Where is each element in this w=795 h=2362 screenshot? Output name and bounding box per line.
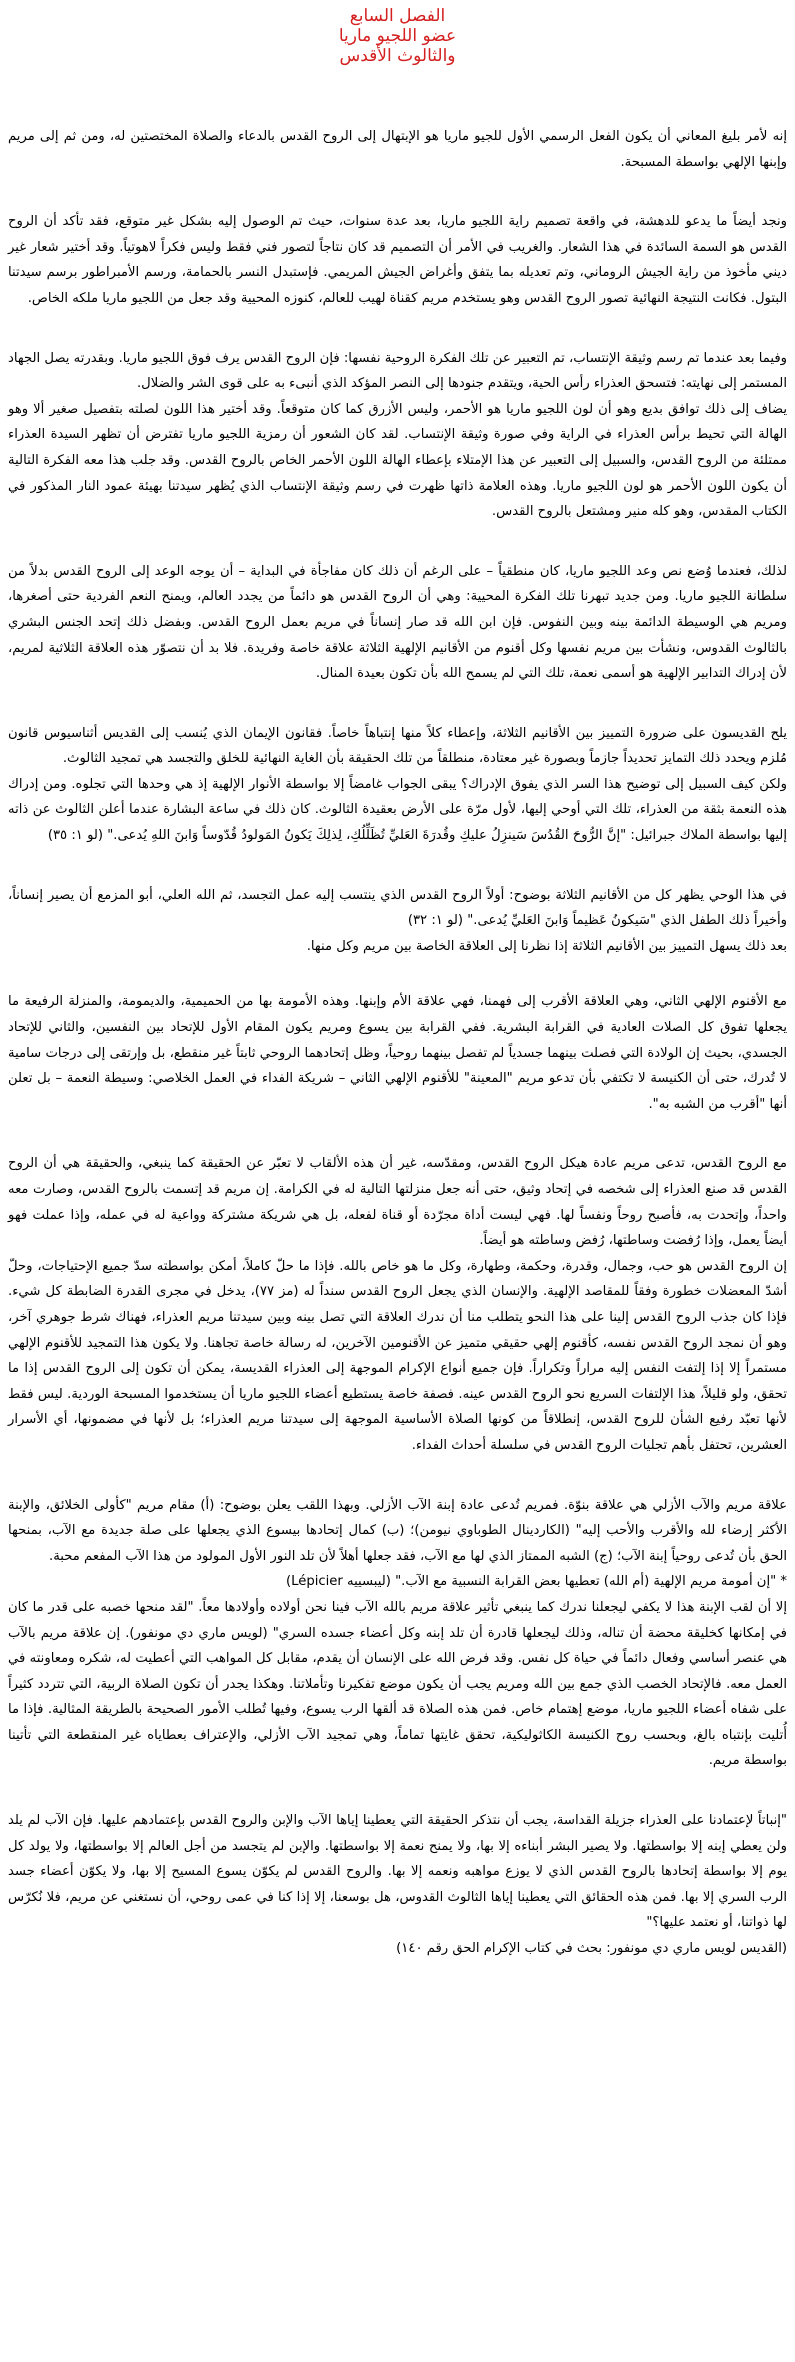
page [8,0,787,2362]
paragraph-10: "إنباتاً لإعتمادنا على العذراء جزيلة القداسة، يجب أن نتذكر الحقيقة التي يعطينا إياها الآب والإبن والروح القدس بإعتمادهم عليها. فإن الآب لم يلد ولن يعطي إبنه إلا بواسطتها. ولا يصير البشر أبناءه إلا بها، ولا يمنح نعمة إلا بواسطتها. والإبن لم يتجسد من أجل العالم إلا بواسطتها، ولا يولد كل يوم إلا بواسطة إتحادها بالروح القدس الذي لا يوزع مواهبه ونعمه إلا بها. والروح القدس لم يكوّن يسوع المسيح إلا بها، ولا يكوّن أعضاء جسد الرب السري إلا بها. فمن هذه الحقائق التي يعطينا إياها الثالوث القدوس، هل بوسعنا، إلا إذا كنا في عمى روحي، أن نستغني عن مريم، فلا نُكرّس لها ذواتنا، أو نعتمد عليها؟" (القديس لويس ماري دي مونفور: بحث في كتاب الإكرام الحق رقم ١٤٠) [8,1813,787,1957]
paragraph-7: مع الأقنوم الإلهي الثاني، وهي العلاقة الأقرب إلى فهمنا، فهي علاقة الأم وإبنها. وهذه الأمومة بها من الحميمية، والديمومة، والمنزلة الرفيعة ما يجعلها تفوق كل الصلات العادية في القرابة البشرية. ففي القرابة بين يسوع ومريم يكون المقام الأول للإتحاد بين النفسين، والثاني للإتحاد الجسدي، بحيث إن الولادة التي فصلت بينهما جسدياً لم تفصل بينهما روحياً، وظل إتحادهما الروحي ثابتاً غير منقطع، بل وإرتقى إلى درجات سامية لا تُدرك، حتى أن الكنيسة لا تكتفي بأن تدعو مريم "المعينة" للأقنوم الإلهي الثاني – شريكة الفداء في العمل الخلاصي: وسيطة النعمة – بل تعلن أنها "أقرب من الشبه به". [8,994,787,1112]
paragraph-3: وفيما بعد عندما تم رسم وثيقة الإنتساب، تم التعبير عن تلك الفكرة الروحية نفسها: فإن الروح القدس يرف فوق اللجيو ماريا. وبقدرته يصل الجهاد المستمر إلى نهايته: فتسحق العذراء رأس الحية، ويتقدم جنودها إلى النصر المؤكد الذي أنبىء به على قوى الشر والضلال. يضاف إلى ذلك توافق بديع وهو أن لون اللجيو ماريا هو الأحمر، وليس الأزرق كما كان متوقعاً. وقد أختير هذا اللون لصلته بتفصيل صغير ألا وهو الهالة التي تحيط برأس العذراء في الراية وفي صورة وثيقة الإنتساب. لقد كان الشعور أن رمزية اللجيو ماريا تفترض أن تظهر السيدة العذراء ممتلئة من الروح القدس، والسبيل إلى التعبير عن هذا الإمتلاء بإعطاء الهالة اللون الأحمر الخاص بالروح القدس. وقد جلب هذا معه الفكرة التالية أن يكون اللون الأحمر هو لون اللجيو ماريا. وهذه العلامة ذاتها ظهرت في رسم وثيقة الإنتساب الذي يُظهر سيدتنا بهيئة عمود النار المذكور في الكتاب المقدس، وهو كله منير ومشتعل بالروح القدس. [8,350,787,520]
chapter-title [8,6,787,66]
paragraph-5: يلح القديسون على ضرورة التمييز بين الأقانيم الثلاثة، وإعطاء كلاً منها إنتباهاً خاصاً. فقانون الإيمان الذي يُنسب إلى القديس أثناسيوس قانون مُلزم ويحدد ذلك التمايز تحديداً جازماً وبصورة غير معتادة، منطلقاً من تلك الحقيقة بأن الغاية النهائية للخلق والتجسد هي تمجيد الثالوث. ولكن كيف السبيل إلى توضيح هذا السر الذي يفوق الإدراك؟ يبقى الجواب غامضاً إلا بواسطة الأنوار الإلهية إذ هي وحدها التي تجلوه. ومن إدراك هذه النعمة بثقة من العذراء، تلك التي أوحي إليها، لأول مرّة على الأرض بعقيدة الثالوث. كان ذلك في ساعة البشارة عندما أعلن الثالوث عن ذاته إليها بواسطة الملاك جبرائيل: "إنَّ الرُّوحَ القُدُسَ سَينزِلُ عليكِ وقُدرَةَ العَليِّ تُظَلِّلُكِ، لِذلِكَ يَكونُ المَولودُ قُدّوساً وَابنَ اللهِ يُدعى." (لو ١: ٣٥) [8,725,787,844]
paragraph-9: علاقة مريم والآب الأزلي هي علاقة بنوّة. فمريم تُدعى عادة إبنة الآب الأزلي. وبهذا اللقب يعلن بوضوح: (أ) مقام مريم "كأولى الخلائق، والإبنة الأكثر إرضاء لله والأقرب والأحب إليه" (الكاردينال الطوباوي نيومن)؛ (ب) كمال إتحادها بيسوع الذي يجعلها على صلة جديدة مع الآب، بمنحها الحق بأن تُدعى روحياً إبنة الآب؛ (ج) الشبه الممتاز الذي لها مع الآب، فقد جعلها أهلاً لأن تلد النور الأول المولود من هذا الآب المفعم محبة. * "إن أمومة مريم الإلهية (أم الله) تعطيها بعض القرابة النسبية مع الآب." (ليبسييه Lépicier) إلا أن لقب الإبنة هذا لا يكفي ليجعلنا ندرك كما ينبغي تأثير علاقة مريم بالله الآب فينا نحن أولاده وأولادها معاً. "لقد منحها خصبه على قدر ما كان في إمكانها كخليقة محضة أن تناله، وذلك ليجعلها قادرة أن تلد إبنه وكل أعضاء جسده السري" (لويس ماري دي مونفور). إن علاقة مريم بالآب هي عنصر أساسي وفعال دائماً في حياة كل نفس. وقد فرض الله على الإنسان أن يقدم، مقابل كل المواهب التي أعطيت له، شكره ومعاونته في العمل معه. فالإتحاد الخصب الذي جمع بين الله ومريم يجب أن يكون موضع تفكيرنا وتأملاتنا. وهكذا يجدر أن تكون الصلاة الربية، التي تتردد كثيراً على شفاه أعضاء اللجيو ماريا، موضع إهتمام خاص. فمن هذه الصلاة قد ألقها الرب يسوع، وفيها تُطلب الأمور الصحيحة بالطريقة المثالية. فإذا ما أُتليت بإنتباه بالغ، وبحسب روح الكنيسة الكاثوليكية، تحقق غايتها تماماً، وهي تمجيد الآب الأزلي، والإعتراف بعطاياه غير المنقطعة التي تأتينا بواسطة مريم. [8,1497,787,1769]
paragraph-1: إنه لأمر بليغ المعاني أن يكون الفعل الرسمي الأول للجيو ماريا هو الإبتهال إلى الروح القدس بالدعاء والصلاة المختصتين له، ومن ثم إلى مريم وإبنها الإلهي بواسطة المسبحة. [8,129,787,170]
chapter-number: الفصل السابع [349,6,446,26]
paragraph-4: لذلك، فعندما وُضع نص وعد اللجيو ماريا، كان منطقياً – على الرغم أن ذلك كان مفاجأة في البداية – أن يوجه الوعد إلى الروح القدس بدلاً من سلطانة اللجيو ماريا. ومن جديد تبهرنا تلك الفكرة المحيية: وهي أن الروح القدس هو دائماً من يجدد العالم، ويمنح النعم الفردية حتى أصغرها، ومريم هي الوسيطة الدائمة بينه وبين النفوس. فإن ابن الله قد صار إنساناً في مريم بعمل الروح القدس. وبفضل ذلك إتحد الجنس البشري بالثالوث القدوس، ونشأت بين مريم نفسها وكل أقنوم من الأقانيم الإلهية الثلاثة علاقة خاصة وفريدة. فلا بد أن نتصوّر هذه العلاقة الثلاثية لمريم، لأن إدراك التدابير الإلهية هو أسمى نعمة، تلك التي لم يسمح الله بأن تكون بعيدة المنال. [8,563,787,682]
chapter-subtitle-2: والثالوث الأقدس [339,46,456,66]
paragraph-2: ونجد أيضاً ما يدعو للدهشة، في واقعة تصميم راية اللجيو ماريا، بعد عدة سنوات، حيث تم الوصول إليه بشكل غير متوقع، فقد تأكد أن الروح القدس هو السمة السائدة في هذا الشعار. والغريب في الأمر أن التصميم قد كان نتاجاً لتصور فني فقط وليس فكراً لاهوتياً. وقد أختير شعار غير ديني مأخوذ من راية الجيش الروماني، وتم تعديله بما يتفق وأغراض الجيش المريمي. فإستبدل النسر بالحمامة، ورسم الأمبراطور برسم سيدتنا البتول. فكانت النتيجة النهائية تصور الروح القدس وهو يستخدم مريم كقناة لهيب للعالم، كنوزه المحيية وقد جعل من اللجيو ماريا ملكه الخاص. [8,214,787,306]
paragraph-8: مع الروح القدس، تدعى مريم عادة هيكل الروح القدس، ومقدّسه، غير أن هذه الألقاب لا تعبّر عن الحقيقة كما ينبغي، والحقيقة هي أن الروح القدس قد صنع العذراء إلى شخصه في إتحاد وثيق، حتى أنه جعل منزلتها التالية له في الكرامة. إن مريم قد إتسمت بالروح القدس، وصارت معه واحداً، وإتحدت به، فأصبح روحاً ونفساً لها. فهي ليست أداة مجرّدة أو قناة لفعله، بل هي شريكة مشتركة وواعية له في عمله، وإذا عملت فهو أيضاً يعمل، وإذا رُفضت وساطتها، رُفض وساطته هو أيضاً. إن الروح القدس هو حب، وجمال، وقدرة، وحكمة، وطهارة، وكل ما هو خاص بالله. فإذا ما حلّ كاملاً، أمكن بواسطته سدّ جميع الإحتياجات، وحلّ أشدّ المعضلات خطورة وفقاً للمقاصد الإلهية. والإنسان الذي يجعل الروح القدس سنداً له (مز ٧٧)، يدخل في مجرى القدرة الضابطة كل شيء. فإذا كان جذب الروح القدس إلينا على هذا النحو يتطلب منا أن ندرك العلاقة التي تصل بينه وبين سيدتنا مريم العذراء، فهناك شرط جوهري آخر، وهو أن نمجد الروح القدس نفسه، كأقنوم إلهي حقيقي متميز عن الأقنومين الآخرين، له رسالة خاصة تجاهنا. ولا يكون هذا التمجيد للأقنوم الإلهي مستمراً إلا إذا إلتفت النفس إليه مراراً وتكراراً. فإن جميع أنواع الإكرام الموجهة إلى العذراء القديسة، يمكن أن تكون إلى الروح القدس إذا ما تحقق، ولو قليلاً، هذا الإلتفات السريع نحو الروح القدس عينه. فصفة خاصة يستطيع أعضاء اللجيو ماريا أن يستخدموا المسبحة الوردية. ليس فقط لأنها تعبّد رفيع الشأن للروح القدس، إنطلاقاً من كونها الصلاة الأساسية الموجهة إلى سيدتنا مريم العذراء؛ بل لأنها في مضمونها، أي الأسرار العشرين، تحتفل بأهم تجليات الروح القدس في سلسلة أحداث الفداء. [8,1156,787,1453]
chapter-subtitle: عضو اللجيو ماريا [338,26,457,46]
paragraph-6: في هذا الوحي يظهر كل من الأقانيم الثلاثة بوضوح: أولاً الروح القدس الذي ينتسب إليه عمل التجسد، ثم الله العلي، أبو المزمع أن يصير إنساناً، وأخيراً ذلك الطفل الذي "سَيكونُ عَظيماً وَابنَ العَليِّ يُدعى." (لو ١: ٣٢) بعد ذلك يسهل التمييز بين الأقانيم الثلاثة إذا نظرنا إلى العلاقة الخاصة بين مريم وكل منها. [8,887,787,954]
